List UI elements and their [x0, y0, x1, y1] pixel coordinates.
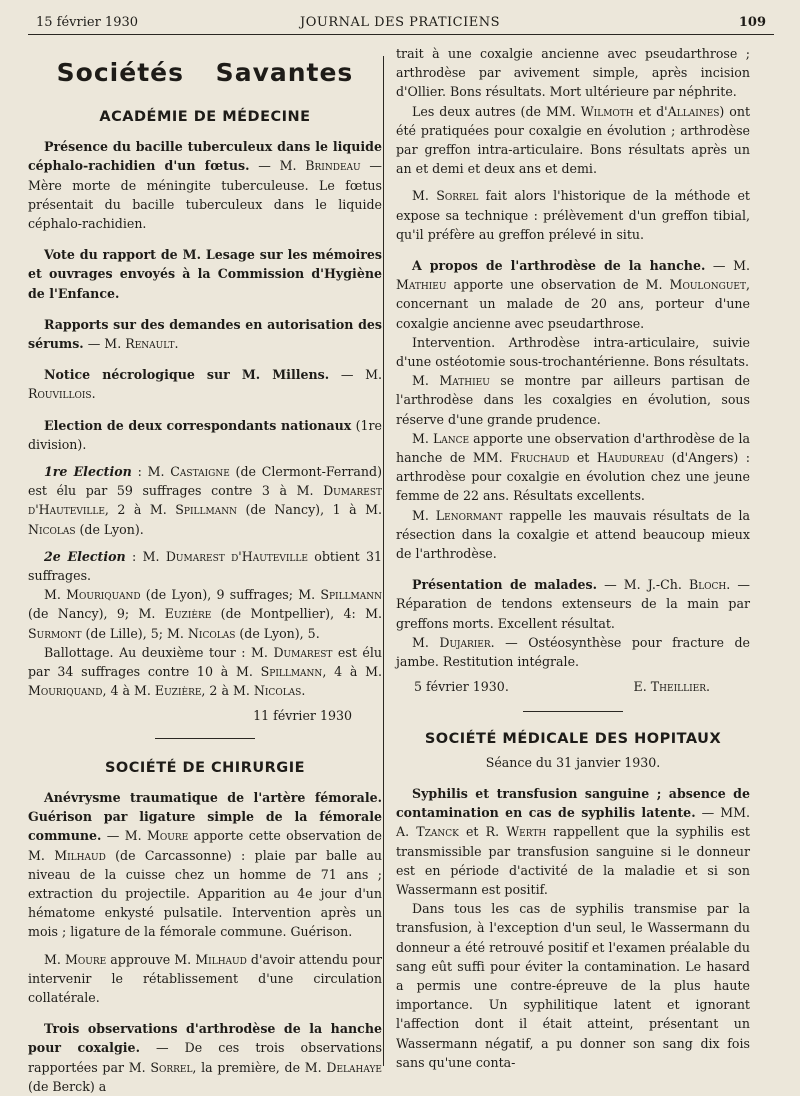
section-title-chirurgie: SOCIÉTÉ DE CHIRURGIE: [104, 759, 306, 776]
section-title-hopitaux: SOCIÉTÉ MÉDICALE DES HOPITAUX: [424, 730, 722, 747]
article-election-results: M. Mouriquand (de Lyon), 9 suffrages; M. Spillmann (de Nancy), 9; M. Euzière (de Montpellier), 4: M. Surmont (de Lille), 5; M. Nicolas (de Lyon), 5.: [28, 587, 382, 641]
seance-date: Séance du 31 janvier 1930.: [485, 754, 661, 770]
article-sorrel: M. Sorrel fait alors l'historique de la méthode et expose sa technique : prélèvement d'un greffon tibial, qu'il préfère au greffon prélevé in situ.: [396, 188, 750, 242]
page-title: Sociétés Savantes: [56, 58, 354, 87]
page-header: [0, 8, 800, 34]
signature-author: E. Theillier.: [633, 679, 710, 695]
column-divider: [383, 56, 384, 1066]
article-election-header: Election de deux correspondants nationaux (1re division).: [28, 417, 382, 452]
article-deux-autres: Les deux autres (de MM. Wilmoth et d'Allaines) ont été pratiquées pour coxalgie en évolution ; arthrodèse par greffon intra-articulaire. Bons résultats après un an et demi et deux ans et demi.: [396, 103, 751, 177]
header-journal-title: JOURNAL DES PRATICIENS: [300, 15, 500, 30]
article-trois-observations: Trois observations d'arthrodèse de la hanche pour coxalgie. — De ces trois observations rapportées par M. Sorrel, la première, de M. Delahaye (de Berck) a: [28, 1021, 382, 1094]
left-column: [28, 44, 382, 1096]
article-lenormant: M. Lenormant rappelle les mauvais résultats de la résection dans la coxalgie et attend beaucoup mieux de l'arthrodèse.: [396, 507, 750, 562]
article-election-2: 2e Election : M. Dumarest d'Hauteville obtient 31 suffrages.: [28, 548, 383, 584]
article-presentation-malades: Présentation de malades. — M. J.-Ch. Bloch. — Réparation de tendons extenseurs de la main par greffons morts. Excellent résultat.: [396, 577, 750, 631]
article-dujarier: M. Dujarier. — Ostéosynthèse pour fracture de jambe. Restitution intégrale.: [396, 634, 751, 670]
article-mathieu: M. Mathieu se montre par ailleurs partisan de l'arthrodèse dans les coxalgies en évolution, sous réserve d'une grande prudence.: [396, 373, 751, 427]
article-bacille: Présence du bacille tuberculeux dans le liquide céphalo-rachidien d'un fœtus. — M. Brindeau — Mère morte de méningite tuberculeuse. Le fœtus présentait du bacille tuberculeux dans le liquide céphalo-rachidien.: [28, 139, 382, 232]
signature-date: 5 février 1930.: [414, 679, 509, 695]
article-syphilis: Syphilis et transfusion sanguine ; absence de contamination en cas de syphilis latente. — MM. A. Tzanck et R. Werth rappellent que la syphilis est transmissible par transfusion sanguine si le donneur est en période d'activité de la maladie et si son Wassermann est positif.: [396, 785, 750, 897]
article-serums: Rapports sur des demandes en autorisation des sérums. — M. Renault.: [28, 316, 382, 352]
article-notice-necrologique: Notice nécrologique sur M. Millens. — M. Rouvillois.: [28, 367, 383, 402]
article-lance: M. Lance apporte une observation d'arthrodèse de la hanche de MM. Fruchaud et Haudureau (d'Angers) : arthrodèse pour coxalgie en évolution chez une jeune femme de 22 ans. Résultats excellents.: [396, 430, 751, 504]
header-date: 15 février 1930: [36, 15, 139, 30]
right-column: [396, 44, 750, 1072]
article-arthrodese-hanche: A propos de l'arthrodèse de la hanche. — M. Mathieu apporte une observation de M. Moulonguet, concernant un malade de 20 ans, porteur d'une coxalgie ancienne avec pseudarthrose.: [396, 258, 751, 331]
header-rule: [28, 34, 774, 35]
section-rule: [155, 738, 255, 739]
section-rule-right: [523, 711, 623, 712]
article-syphilis-cont: Dans tous les cas de syphilis transmise par la transfusion, à l'exception d'un seul, le Wassermann du donneur a été retrouvé positif et l'examen préalable du sang eût suffi pour éviter la contamination. Le hasard a permis une contre-épreuve de la plus haute importance. Un syphilitique latent et ignorant l'affection dont il était atteint, présentant un Wassermann négatif, a pu donner son sang dix fois sans qu'une conta-: [396, 901, 750, 1070]
article-vote-rapport: Vote du rapport de M. Lesage sur les mémoires et ouvrages envoyés à la Commission d'Hygiène de l'Enfance.: [28, 247, 382, 301]
article-continuation: trait à une coxalgie ancienne avec pseudarthrose ; arthrodèse par avivement simple, après incision d'Ollier. Bons résultats. Mort ultérieure par néphrite.: [396, 46, 750, 100]
article-intervention: Intervention. Arthrodèse intra-articulaire, suivie d'une ostéotomie sous-trochantérienne. Bons résultats.: [396, 334, 750, 370]
header-page-number: 109: [738, 15, 766, 30]
section-title-academie: ACADÉMIE DE MÉDECINE: [99, 109, 311, 125]
article-election-1: 1re Election : M. Castaigne (de Clermont-Ferrand) est élu par 59 suffrages contre 3 à M. Dumarest d'Hauteville, 2 à M. Spillmann (de Nancy), 1 à M. Nicolas (de Lyon).: [28, 464, 382, 537]
article-anevrysme: Anévrysme traumatique de l'artère fémorale. Guérison par ligature simple de la fémorale commune. — M. Moure apporte cette observation de M. Milhaud (de Carcassonne) : plaie par balle au niveau de la cuisse chez un homme de 71 ans ; extraction du projectile. Apparition au 4e jour d'un hématome enkysté pulsatile. Intervention après un mois ; ligature de la fémorale commune. Guérison.: [28, 789, 382, 940]
academie-date: 11 février 1930: [253, 708, 352, 724]
article-ballottage: Ballottage. Au deuxième tour : M. Dumarest est élu par 34 suffrages contre 10 à M. Spillmann, 4 à M. Mouriquand, 4 à M. Euzière, 2 à M. Nicolas.: [28, 644, 383, 699]
signature-line: [396, 677, 750, 696]
article-moure-approuve: M. Moure approuve M. Milhaud d'avoir attendu pour intervenir le rétablissement d'une circulation collatérale.: [28, 951, 382, 1005]
